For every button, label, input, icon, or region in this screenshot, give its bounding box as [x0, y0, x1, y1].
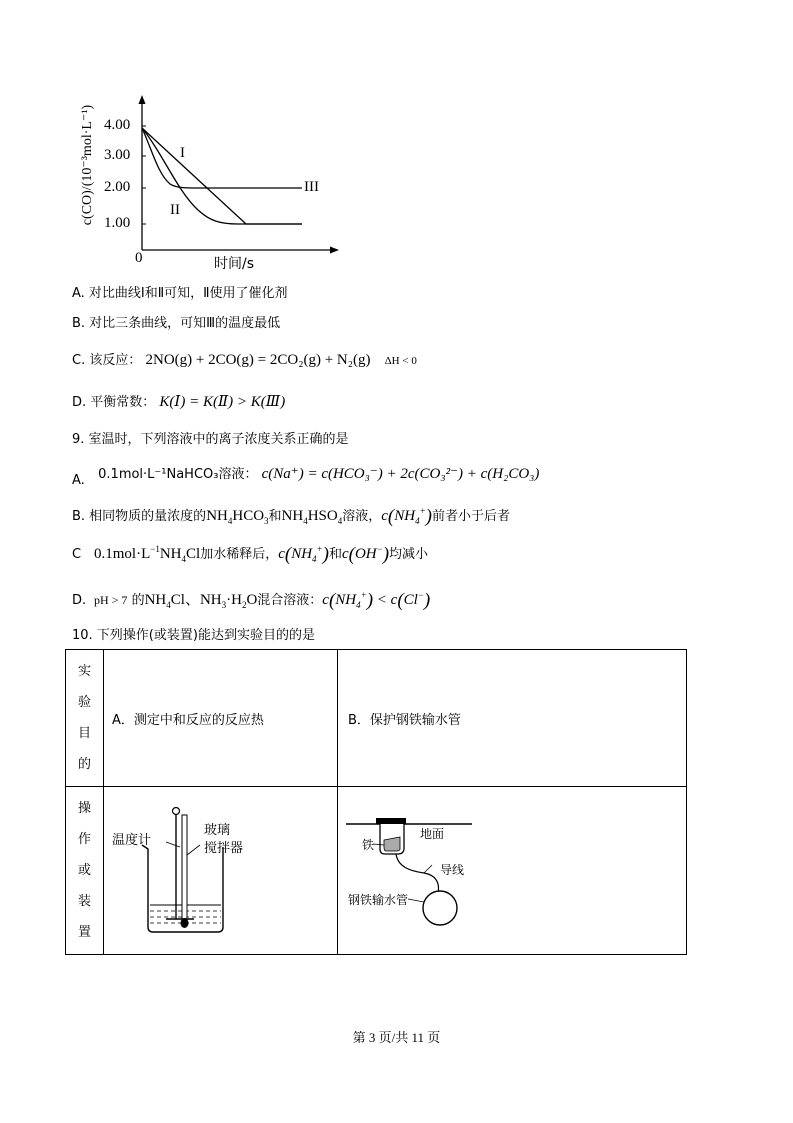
row-header-apparatus: 操 作 或 装 置	[66, 787, 104, 955]
curve-label-II: II	[170, 202, 180, 218]
q8-option-d-equation: K(Ⅰ) = K(Ⅱ) > K(Ⅲ)	[159, 394, 286, 410]
cell-b-apparatus	[338, 787, 687, 955]
q9-stem: 9. 室温时，下列溶液中的离子浓度关系正确的是	[72, 432, 349, 447]
curve-I	[142, 128, 302, 224]
formula-nh4hco3: $NH_4HCO_3$	[206, 508, 269, 526]
wire	[396, 854, 438, 893]
q8-option-c	[72, 350, 417, 371]
steel-pipe	[423, 891, 457, 925]
q8-option-d	[72, 392, 285, 413]
y-tick-4: 4.00	[104, 117, 131, 133]
thermometer	[182, 815, 187, 923]
c-oh: c(OH−)	[341, 544, 390, 565]
origin-label: 0	[135, 250, 143, 266]
q9-option-b-text3: 溶液，	[342, 509, 382, 524]
q9-option-a	[72, 464, 539, 491]
curve-label-III: III	[304, 179, 319, 195]
experiment-table	[65, 649, 687, 955]
c-nh4-c: $c(NH_4^+)$	[278, 544, 329, 565]
q8-option-d-prefix: D. 平衡常数：	[72, 395, 156, 410]
q9-option-d-text2: 混合溶液：	[257, 593, 323, 608]
q9-option-b	[72, 506, 510, 527]
curve-label-I: I	[180, 145, 185, 161]
q8-option-c-equation: 2NO(g) + 2CO(g) = 2CO₂(g) + N₂(g)	[145, 352, 371, 368]
label-thermometer: 温度计	[112, 833, 152, 848]
x-axis-arrow	[330, 247, 339, 254]
q8-option-c-dh: ΔH < 0	[384, 355, 417, 367]
x-axis-label: 时间/s	[214, 256, 255, 272]
label-ground: 地面	[420, 827, 445, 841]
q9-option-c-text3: 均减小	[389, 547, 429, 562]
q8-option-a: A. 对比曲线Ⅰ和Ⅱ可知，Ⅱ使用了催化剂	[72, 286, 288, 301]
q9-option-d-text1: 的	[131, 593, 145, 608]
q9-option-c-text1: 加水稀释后，	[200, 547, 279, 562]
y-tick-2: 2.00	[104, 179, 131, 195]
q9-option-d-ph: pH > 7	[94, 593, 128, 607]
q9-option-c	[72, 544, 428, 565]
q8-option-b: B. 对比三条曲线，可知Ⅲ的温度最低	[72, 316, 281, 331]
q9-option-a-label: A.	[72, 473, 85, 488]
q9-option-c-label: C	[72, 547, 82, 562]
y-axis-label: c(CO)/(10⁻³mol·L⁻¹)	[80, 104, 95, 226]
label-pipe: 钢铁输水管	[348, 893, 409, 907]
q9-option-c-text2: 和	[328, 547, 342, 562]
label-stirrer-2: 搅拌器	[204, 841, 244, 856]
q9-option-d-equation: $c(NH_4^+) < c(Cl^-)$	[322, 590, 431, 611]
y-tick-1: 1.00	[104, 215, 131, 231]
q9-option-a-solution: 0.1mol·L⁻¹NaHCO₃溶液：	[98, 467, 258, 482]
formula-nh4cl-nh3h2o: $NH_4Cl$、$NH_3\cdot H_2O$	[144, 592, 258, 610]
cell-b-purpose: B．保护钢铁输水管	[338, 650, 687, 787]
y-axis-arrow	[139, 95, 146, 104]
pipe-protection-diagram	[338, 787, 676, 954]
label-wire: 导线	[440, 863, 465, 877]
curve-II	[142, 128, 302, 224]
page-footer: 第 3 页/共 11 页	[352, 1030, 441, 1045]
formula-nh4hso4: $NH_4HSO_4$	[281, 508, 343, 526]
q9-option-d	[72, 590, 430, 611]
label-stirrer-1: 玻璃	[204, 823, 231, 838]
q9-option-b-text1: B. 相同物质的量浓度的	[72, 509, 207, 524]
q9-option-a-equation: c(Na⁺) = c(HCO₃⁻) + 2c(CO₃²⁻) + c(H₂CO₃)	[261, 466, 540, 482]
curve-III	[142, 128, 302, 188]
q9-option-b-text2: 和	[268, 509, 282, 524]
q10-stem: 10. 下列操作(或装置)能达到实验目的的是	[72, 628, 315, 643]
y-tick-3: 3.00	[104, 147, 131, 163]
q9-option-b-text4: 前者小于后者	[432, 509, 511, 524]
q9-option-d-label: D.	[72, 593, 87, 608]
formula-nh4cl-solution: $0.1mol\cdot L^{-1}NH_4Cl$	[94, 544, 201, 564]
label-iron: 铁	[362, 838, 375, 852]
glass-stirrer	[173, 808, 180, 815]
concentration-graph	[78, 92, 340, 270]
cell-a-apparatus	[104, 787, 338, 955]
row-header-purpose: 实 验 目 的	[66, 650, 104, 787]
q8-option-c-prefix: C. 该反应：	[72, 353, 142, 368]
c-nh4: $c(NH_4^+)$	[381, 506, 432, 527]
cell-a-purpose: A．测定中和反应的反应热	[104, 650, 338, 787]
calorimeter-diagram	[104, 787, 329, 954]
